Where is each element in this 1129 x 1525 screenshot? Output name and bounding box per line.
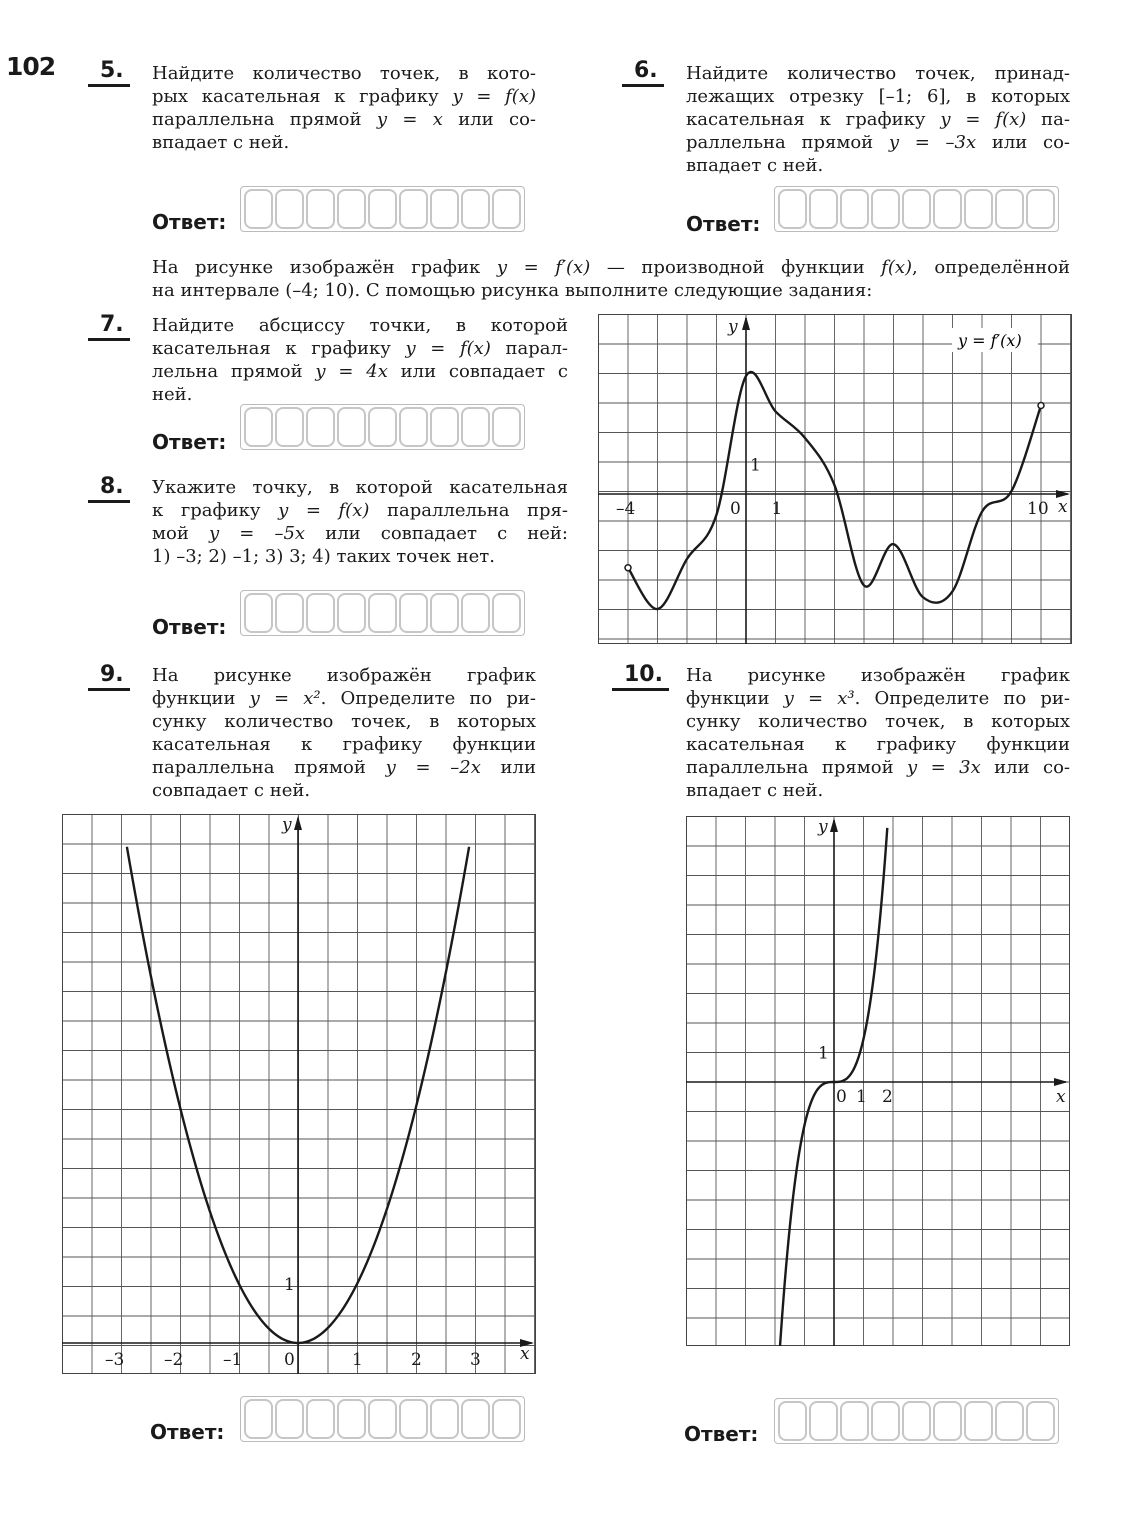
derivative-chart bbox=[598, 314, 1072, 644]
task-9-answer-boxes[interactable] bbox=[240, 1396, 525, 1442]
open-endpoint bbox=[1038, 403, 1044, 409]
x-tick-label: 10 bbox=[1027, 499, 1049, 519]
text-line: касательная к графику y = f(x) парал- bbox=[152, 338, 568, 359]
answer-cell[interactable] bbox=[430, 189, 459, 229]
answer-cell[interactable] bbox=[337, 189, 366, 229]
grid-border bbox=[63, 815, 536, 1374]
answer-cell[interactable] bbox=[778, 189, 807, 229]
answer-cell[interactable] bbox=[244, 407, 273, 447]
parabola-axes bbox=[62, 816, 534, 1374]
text-line: касательная к графику y = f(x) па- bbox=[686, 109, 1070, 130]
y-axis-arrow bbox=[742, 316, 750, 330]
answer-cell[interactable] bbox=[492, 407, 521, 447]
x-axis-label: x bbox=[1058, 497, 1068, 517]
task-8-text bbox=[152, 476, 568, 568]
text-line: функции y = x³. Определите по ри- bbox=[686, 688, 1071, 709]
math-expression: y = f(x) bbox=[278, 500, 370, 521]
math-expression: y = x bbox=[376, 109, 443, 130]
math-expression: y = f(x) bbox=[940, 109, 1027, 130]
math-expression: y = –3x bbox=[888, 132, 977, 153]
answer-cell[interactable] bbox=[430, 1399, 459, 1439]
text-line: сунку количество точек, в которых bbox=[686, 711, 1070, 732]
x-tick-label: 3 bbox=[470, 1350, 481, 1370]
x-tick-label: 0 bbox=[730, 499, 741, 519]
y-tick-label: 1 bbox=[284, 1275, 295, 1295]
text-line: мой y = –5x или совпадает с ней: bbox=[152, 523, 568, 544]
y-axis-label: y bbox=[282, 815, 292, 835]
math-expression: y = –5x bbox=[208, 523, 306, 544]
answer-cell[interactable] bbox=[306, 1399, 335, 1439]
answer-cell[interactable] bbox=[244, 189, 273, 229]
x-tick-label: 1 bbox=[352, 1350, 363, 1370]
text-line: касательная к графику функции bbox=[686, 734, 1070, 755]
text-line: сунку количество точек, в которых bbox=[152, 711, 536, 732]
task-5-answer-boxes[interactable] bbox=[240, 186, 525, 232]
math-expression: y = x³ bbox=[783, 688, 855, 709]
x-axis-label: x bbox=[520, 1344, 530, 1364]
task-6-text bbox=[686, 62, 1070, 177]
text-line: ней. bbox=[152, 384, 193, 405]
answer-cell[interactable] bbox=[244, 1399, 273, 1439]
answer-cell[interactable] bbox=[275, 593, 304, 633]
task-7-answer-label: Ответ: bbox=[152, 430, 227, 454]
math-expression: y = f(x) bbox=[405, 338, 491, 359]
answer-cell[interactable] bbox=[492, 189, 521, 229]
math-expression: y = x² bbox=[249, 688, 321, 709]
text-line: Найдите количество точек, принад- bbox=[686, 63, 1070, 84]
task-5-answer-label: Ответ: bbox=[152, 210, 227, 234]
task-10-text bbox=[686, 664, 1070, 802]
answer-cell[interactable] bbox=[337, 407, 366, 447]
text-line: лежащих отрезку [–1; 6], в которых bbox=[686, 86, 1070, 107]
intro-text bbox=[152, 256, 1070, 302]
math-expression: y = 4x bbox=[315, 361, 388, 382]
task-9-number: 9. bbox=[88, 662, 130, 691]
answer-cell[interactable] bbox=[368, 189, 397, 229]
page-number: 102 bbox=[6, 52, 56, 81]
x-tick-label: 1 bbox=[771, 499, 783, 519]
open-endpoint bbox=[625, 565, 631, 571]
answer-cell[interactable] bbox=[902, 1401, 931, 1441]
answer-cell[interactable] bbox=[964, 189, 993, 229]
math-expression: y = 3x bbox=[907, 757, 981, 778]
y-axis-arrow bbox=[294, 816, 302, 830]
text-line: раллельна прямой y = –3x или со- bbox=[686, 132, 1070, 153]
parabola-chart bbox=[62, 814, 536, 1374]
x-axis-label: x bbox=[1056, 1087, 1066, 1107]
y-axis-arrow bbox=[830, 818, 838, 832]
derivative-chart-title: y = f′(x) bbox=[958, 331, 1022, 350]
text-line: На рисунке изображён график bbox=[686, 665, 1070, 686]
answer-cell[interactable] bbox=[902, 189, 931, 229]
answer-cell[interactable] bbox=[840, 1401, 869, 1441]
answer-cell[interactable] bbox=[933, 189, 962, 229]
text-line: параллельна прямой y = x или со- bbox=[152, 109, 536, 130]
answer-cell[interactable] bbox=[368, 407, 397, 447]
answer-cell[interactable] bbox=[368, 593, 397, 633]
answer-cell[interactable] bbox=[778, 1401, 807, 1441]
answer-cell[interactable] bbox=[399, 189, 428, 229]
answer-cell[interactable] bbox=[809, 189, 838, 229]
answer-cell[interactable] bbox=[461, 593, 490, 633]
y-axis-label: y bbox=[728, 317, 738, 337]
text-line: функции y = x². Определите по ри- bbox=[152, 688, 537, 709]
task-8-number: 8. bbox=[88, 474, 130, 503]
text-line: совпадает с ней. bbox=[152, 780, 311, 801]
text-line: Найдите абсциссу точки, в которой bbox=[152, 315, 568, 336]
task-7-answer-boxes[interactable] bbox=[240, 404, 525, 450]
task-6-answer-label: Ответ: bbox=[686, 212, 761, 236]
answer-cell[interactable] bbox=[995, 189, 1024, 229]
answer-cell[interactable] bbox=[337, 1399, 366, 1439]
parabola-grid bbox=[62, 814, 536, 1374]
x-axis-arrow bbox=[1054, 1078, 1068, 1086]
task-8-answer-boxes[interactable] bbox=[240, 590, 525, 636]
task-9-text bbox=[152, 664, 536, 802]
y-tick-label: 1 bbox=[750, 455, 761, 476]
math-expression: f(x) bbox=[881, 257, 913, 278]
task-8-answer-label: Ответ: bbox=[152, 615, 227, 639]
text-line: На рисунке изображён график bbox=[152, 665, 536, 686]
math-expression: y = f′(x) bbox=[496, 257, 591, 278]
text-line: Укажите точку, в которой касательная bbox=[152, 477, 568, 498]
answer-cell[interactable] bbox=[871, 1401, 900, 1441]
answer-cell[interactable] bbox=[492, 593, 521, 633]
answer-cell[interactable] bbox=[964, 1401, 993, 1441]
y-tick-label: 1 bbox=[818, 1043, 829, 1064]
text-line: касательная к графику функции bbox=[152, 734, 536, 755]
task-5-text bbox=[152, 62, 536, 154]
x-tick-label: 1 bbox=[856, 1087, 867, 1107]
x-tick-label: –1 bbox=[223, 1350, 243, 1370]
x-tick-label: –2 bbox=[164, 1350, 184, 1370]
answer-cell[interactable] bbox=[492, 1399, 521, 1439]
x-tick-label: –3 bbox=[105, 1350, 125, 1370]
task-10-answer-label: Ответ: bbox=[684, 1422, 759, 1446]
math-expression: y = –2x bbox=[385, 757, 481, 778]
text-line: На рисунке изображён график y = f′(x) — производной функции f(x), определённой bbox=[152, 257, 1071, 278]
answer-cell[interactable] bbox=[399, 593, 428, 633]
text-line: впадает с ней. bbox=[686, 780, 824, 801]
text-line: впадает с ней. bbox=[686, 155, 824, 176]
y-axis-label: y bbox=[818, 817, 828, 837]
task-6-answer-boxes[interactable] bbox=[774, 186, 1059, 232]
answer-cell[interactable] bbox=[275, 1399, 304, 1439]
answer-cell[interactable] bbox=[933, 1401, 962, 1441]
task-6-number: 6. bbox=[622, 58, 664, 87]
cubic-tick-labels bbox=[817, 817, 1066, 1107]
answer-cell[interactable] bbox=[399, 407, 428, 447]
text-line: на интервале (–4; 10). С помощью рисунка выполните следующие задания: bbox=[152, 280, 873, 301]
x-tick-label: 2 bbox=[882, 1087, 893, 1107]
text-line: параллельна прямой y = –2x или bbox=[152, 757, 536, 778]
answer-cell[interactable] bbox=[306, 407, 335, 447]
task-10-number: 10. bbox=[612, 662, 669, 691]
answer-cell[interactable] bbox=[244, 593, 273, 633]
text-line: параллельна прямой y = 3x или со- bbox=[686, 757, 1071, 778]
answer-cell[interactable] bbox=[461, 407, 490, 447]
answer-cell[interactable] bbox=[1026, 189, 1055, 229]
task-7-text bbox=[152, 314, 568, 406]
answer-cell[interactable] bbox=[871, 189, 900, 229]
answer-cell[interactable] bbox=[368, 1399, 397, 1439]
answer-cell[interactable] bbox=[399, 1399, 428, 1439]
answer-cell[interactable] bbox=[430, 593, 459, 633]
text-line: впадает с ней. bbox=[152, 132, 290, 153]
text-line: 1) –3; 2) –1; 3) 3; 4) таких точек нет. bbox=[152, 546, 495, 567]
task-7-number: 7. bbox=[88, 312, 130, 341]
answer-cell[interactable] bbox=[430, 407, 459, 447]
task-10-answer-boxes[interactable] bbox=[774, 1398, 1059, 1444]
x-tick-label: 0 bbox=[836, 1087, 847, 1107]
answer-cell[interactable] bbox=[337, 593, 366, 633]
text-line: Найдите количество точек, в кото- bbox=[152, 63, 536, 84]
answer-cell[interactable] bbox=[995, 1401, 1024, 1441]
grid-border bbox=[687, 817, 1070, 1346]
answer-cell[interactable] bbox=[1026, 1401, 1055, 1441]
math-expression: y = f(x) bbox=[452, 86, 536, 107]
cubic-chart bbox=[686, 816, 1070, 1346]
answer-cell[interactable] bbox=[840, 189, 869, 229]
answer-cell[interactable] bbox=[306, 593, 335, 633]
text-line: рых касательная к графику y = f(x) bbox=[152, 86, 536, 107]
answer-cell[interactable] bbox=[275, 407, 304, 447]
task-9-answer-label: Ответ: bbox=[150, 1420, 225, 1444]
text-line: к графику y = f(x) параллельна пря- bbox=[152, 500, 568, 521]
x-tick-label: 2 bbox=[411, 1350, 422, 1370]
answer-cell[interactable] bbox=[306, 189, 335, 229]
answer-cell[interactable] bbox=[275, 189, 304, 229]
cubic-grid bbox=[686, 816, 1070, 1346]
answer-cell[interactable] bbox=[461, 1399, 490, 1439]
text-line: лельна прямой y = 4x или совпадает с bbox=[152, 361, 568, 382]
task-5-number: 5. bbox=[88, 58, 130, 87]
x-tick-label: 0 bbox=[284, 1350, 295, 1370]
answer-cell[interactable] bbox=[461, 189, 490, 229]
x-tick-label: –4 bbox=[616, 499, 636, 519]
answer-cell[interactable] bbox=[809, 1401, 838, 1441]
cubic-curve bbox=[778, 828, 887, 1346]
